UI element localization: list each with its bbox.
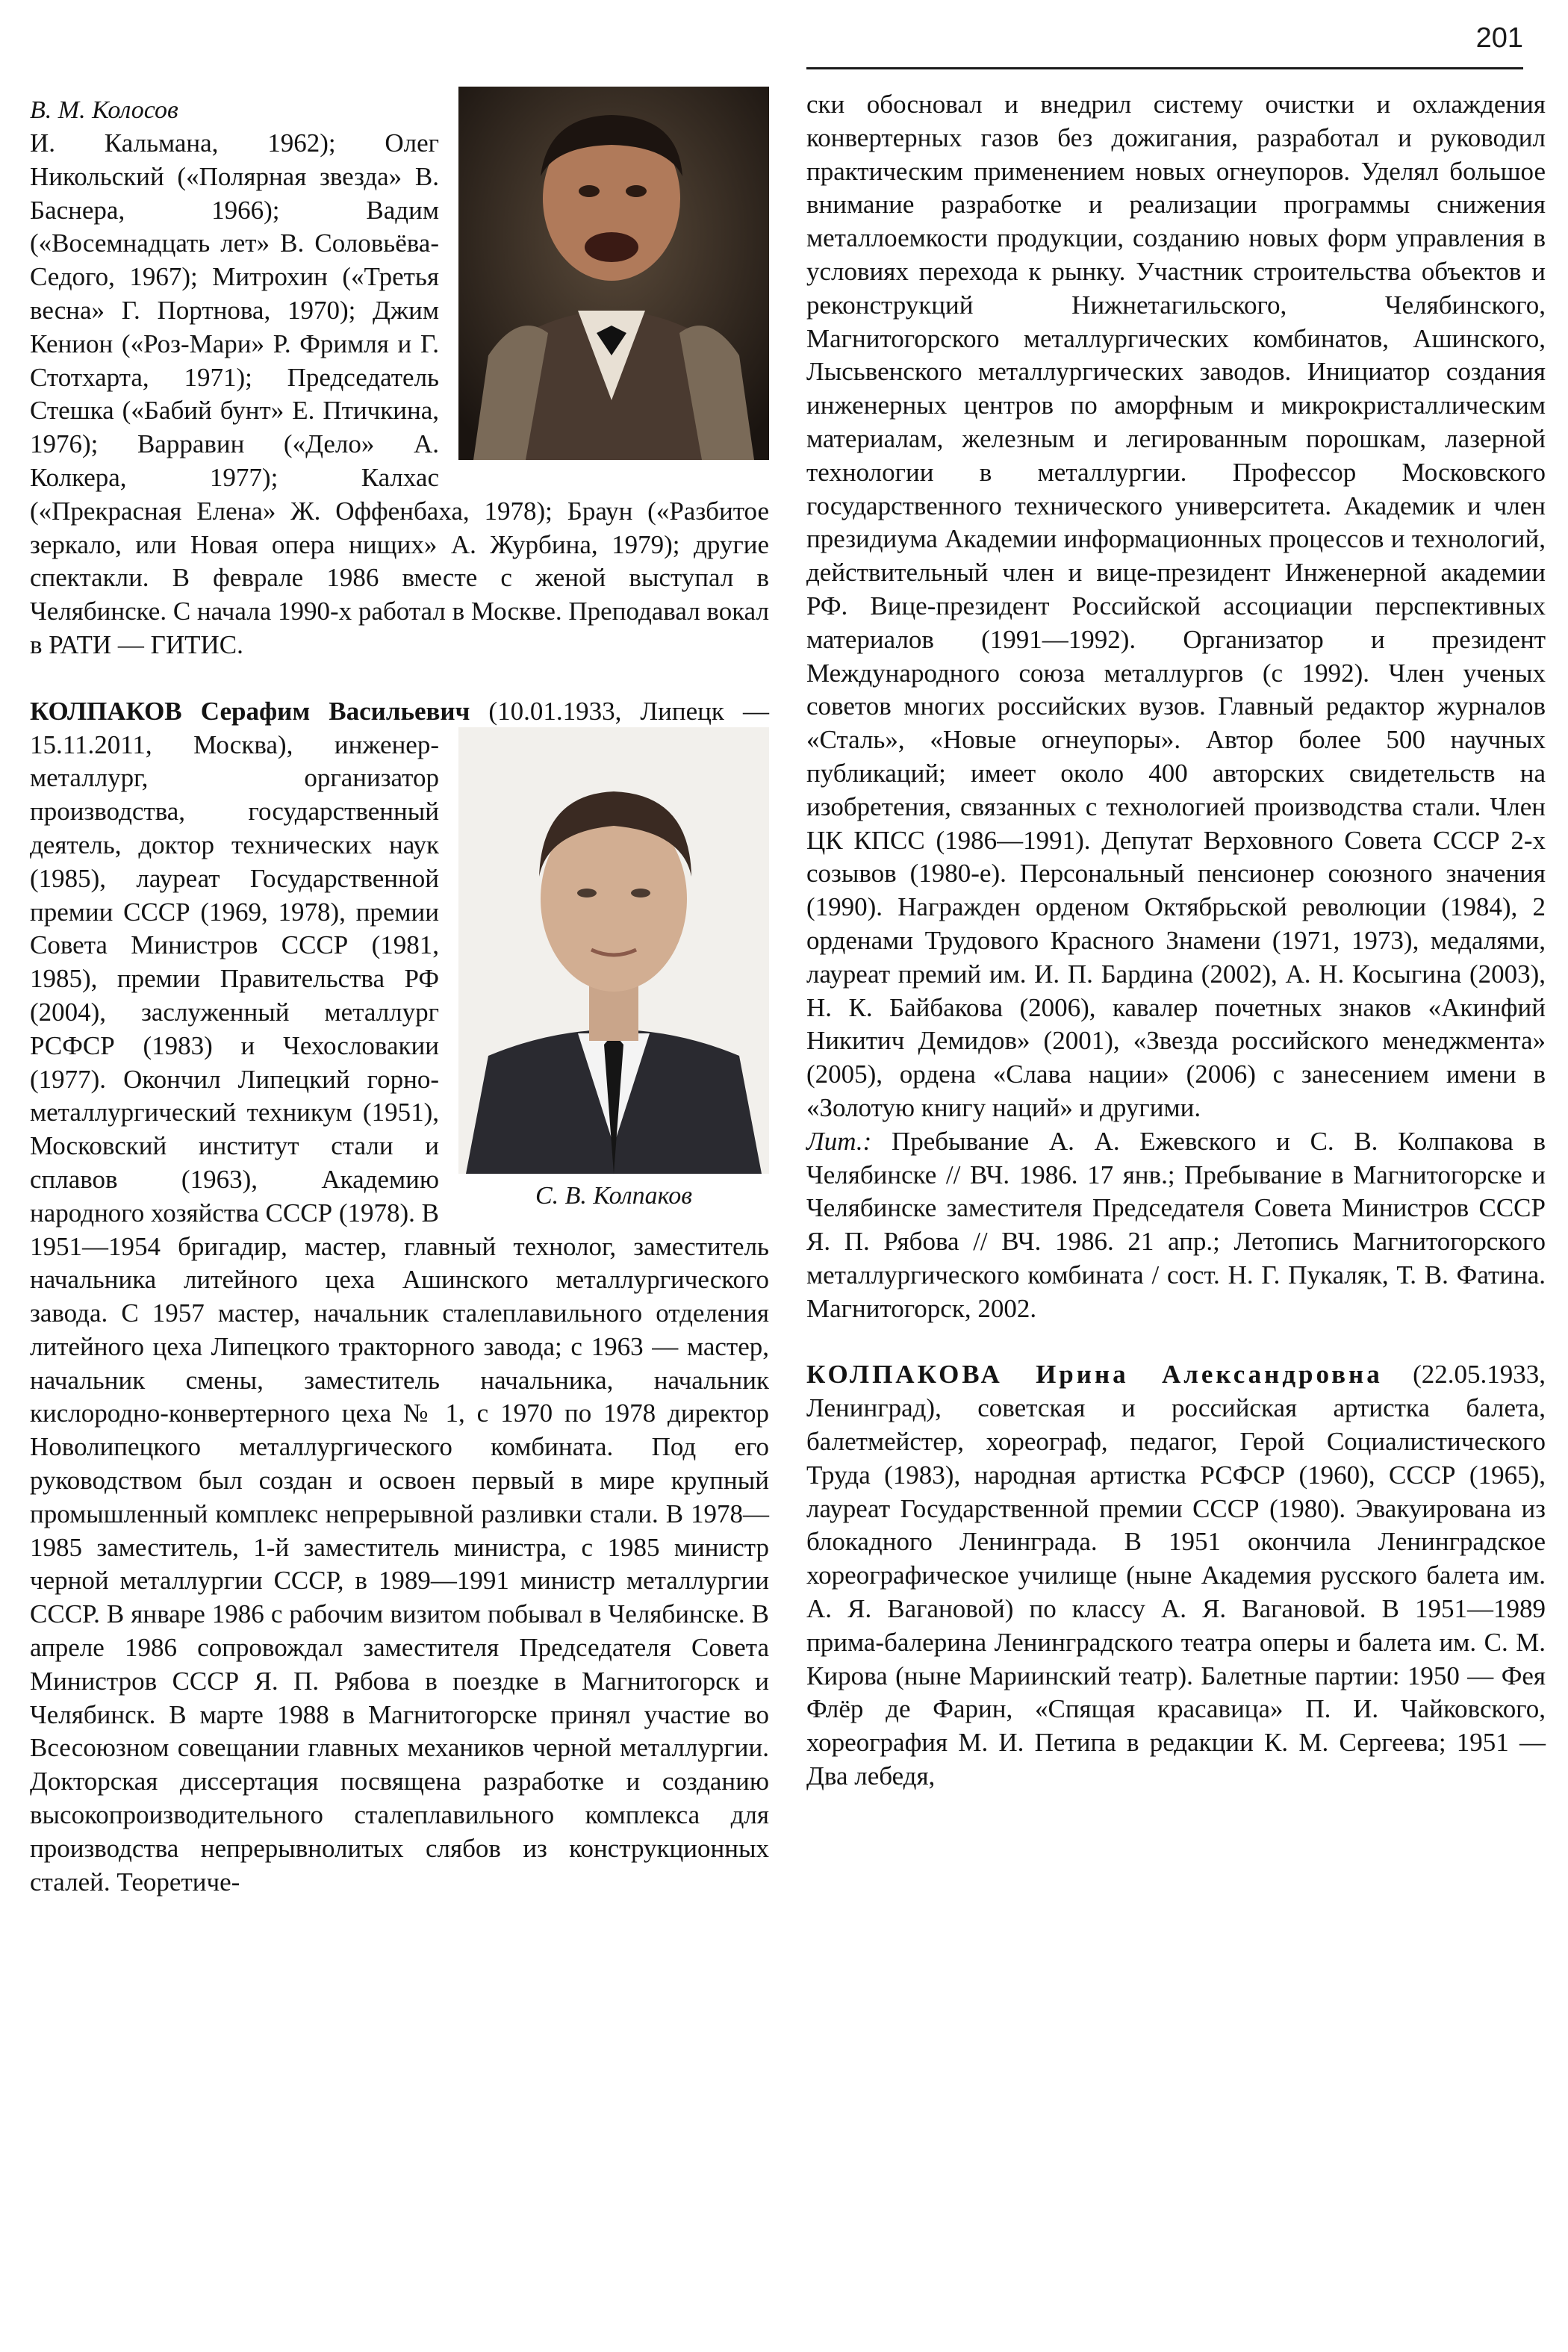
kolpakov-entry — [30, 695, 769, 1900]
kolpakov-headword: КОЛПАКОВ Серафим Васильевич — [30, 696, 470, 726]
kolosov-text: И. Кальмана, 1962); Олег Никольский («Полярная звезда» В. Баснера, 1966); Вадим («Восемнадцать лет» В. Соловьёва-Седого, 1967); Митрохин («Третья весна» Г. Портнова, 1970); Джим Кенион («Роз-Мари» Р. Фримля и Г. Стотхарта, 1971); Председатель Стешка («Бабий бунт» Е. Птичкина, 1976); Варравин («Дело» А. Колкера, 1977); Калхас («Прекрасная Елена» Ж. Оффенбаха, 1978); Браун («Разбитое зеркало, или Новая опера нищих» А. Журбина, 1979); другие спектакли. В феврале 1986 вместе с женой выступал в Челябинске. С начала 1990-х работал в Москве. Преподавал вокал в РАТИ — ГИТИС. — [30, 128, 769, 659]
kolpakov-photo — [458, 727, 769, 1174]
kolosov-photo-caption: В. М. Колосов — [30, 96, 178, 124]
kolpakova-entry — [806, 1358, 1546, 1793]
kolpakov-figure — [458, 727, 769, 1213]
kolosov-figure — [458, 87, 769, 460]
literature-text: Пребывание А. А. Ежевского и С. В. Колпакова в Челябинске // ВЧ. 1986. 17 янв.; Пребывание в Магнитогорске и Челябинске заместителя Председателя Совета Министров СССР Я. П. Рябова // ВЧ. 1986. 21 апр.; Летопись Магнитогорского металлургического комбината / сост. Н. Г. Пукаляк, Т. В. Фатина. Магнитогорск, 2002. — [806, 1126, 1546, 1323]
kolpakova-text: (22.05.1933, Ленинград), советская и российская артистка балета, балетмейстер, хореограф, педагог, Герой Социалистического Труда (1983), народная артистка РСФСР (1960), СССР (1965), лауреат Государственной премии СССР (1980). Эвакуирована из блокадного Ленинграда. В 1951 окончила Ленинградское хореографическое училище (ныне Академия русского балета им. А. Я. Вагановой) по классу А. Я. Вагановой. В 1951—1989 прима-балерина Ленинградского театра оперы и балета им. С. М. Кирова (ныне Мариинский театр). Балетные партии: 1950 — Фея Флёр де Фарин, «Спящая красавица» П. И. Чайковского, хореография М. И. Петипа в редакции К. М. Сергеева; 1951 — Два лебедя, — [806, 1360, 1546, 1791]
kolpakov-photo-image — [458, 727, 769, 1174]
kolpakova-headword: КОЛПАКОВА Ирина Александровна — [806, 1360, 1383, 1390]
kolpakov-text-part1: (10.01.1933, Липецк — 15.11.2011, Москва), — [30, 696, 769, 759]
literature — [806, 1125, 1546, 1326]
kolpakov-photo-caption: С. В. Колпаков — [535, 1181, 693, 1210]
kolosov-photo-image — [458, 87, 769, 460]
right-column — [806, 88, 1546, 1793]
kolosov-photo — [458, 87, 769, 460]
page-number: 201 — [1475, 22, 1523, 54]
header-rule — [806, 67, 1523, 69]
left-column — [30, 88, 769, 1899]
kolpakov-entry-continued: ски обосновал и внедрил систему очистки и охлаждения конвертерных газов без дожигания, разработал и руководил практическим применением новых огнеупоров. Уделял большое внимание разработке и реализации программы снижения металлоемкости продукции, созданию новых форм управления в условиях перехода к рынку. Участник строительства объектов и реконструкций Нижнетагильского, Челябинского, Магнитогорского металлургических комбинатов, Ашинского, Лысьвенского металлургических заводов. Инициатор создания инженерных центров по аморфным и микрокристаллическим материалам, железным и легированным порошкам, лазерной технологии в металлургии. Профессор Московского государственного технического университета. Академик и член президиума Академии информационных процессов и технологий, действительный член и вице-президент Инженерной академии РФ. Вице-президент Российской ассоциации перспективных материалов (1991—1992). Организатор и президент Международного союза металлургов (с 1992). Член ученых советов многих российских вузов. Главный редактор журналов «Сталь», «Новые огнеупоры». Автор более 500 научных публикаций; имеет около 400 авторских свидетельств на изобретения, связанных с технологией производства стали. Член ЦК КПСС (1986—1991). Депутат Верховного Совета СССР 2-х созывов (1980-е). Персональный пенсионер союзного значения (1990). Награжден орденом Октябрьской революции (1984), 2 орденами Трудового Красного Знамени (1971, 1973), медалями, лауреат премий им. И. П. Бардина (2002), А. Н. Косыгина (2003), Н. К. Байбакова (2006), кавалер почетных знаков «Акинфий Никитич Демидов» (2001), «Звезда российского менеджмента» (2005), ордена «Слава нации» (2006) с занесением имени в «Золотую книгу наций» и другими. — [806, 90, 1546, 1122]
kolpakov-text — [30, 697, 769, 1897]
literature-label: Лит.: — [806, 1126, 872, 1156]
kolpakov-text-part2: инженер-металлург, организатор производства, государственный деятель, доктор технических наук (1985), лауреат Государственной премии СССР (1969, 1978), премии Совета Министров СССР (1981, 1985), премии Правительства РФ (2004), заслуженный металлург РСФСР (1983) и Чехословакии (1977). Окончил Липецкий горно-металлургический техникум (1951), Московский институт стали и сплавов (1963), Академию народного хозяйства СССР (1978). В 1951—1954 бригадир, мастер, главный технолог, заместитель начальника литейного цеха Ашинского металлургического завода. С 1957 мастер, начальник сталеплавильного отделения литейного цеха Липецкого тракторного завода; с 1963 — мастер, начальник смены, заместитель начальника, начальник кислородно-конвертерного цеха № 1, с 1970 по 1978 директор Новолипецкого металлургического комбината. Под его руководством был создан и освоен первый в мире крупный промышленный комплекс непрерывной разливки стали. В 1978—1985 заместитель, 1-й заместитель министра, с 1985 министр черной металлургии СССР, в 1989—1991 министр металлургии СССР. В январе 1986 с рабочим визитом побывал в Челябинске. В апреле 1986 сопровождал заместителя Председателя Совета Министров СССР Я. П. Рябова в поездке в Магнитогорск и Челябинск. В марте 1988 в Магнитогорске принял участие во Всесоюзном совещании главных механиков черной металлургии. Докторская диссертация посвящена разработке и созданию высокопроизводительного сталеплавильного комплекса для производства непрерывнолитых слябов из конструкционных сталей. Теоретиче- — [30, 729, 769, 1897]
